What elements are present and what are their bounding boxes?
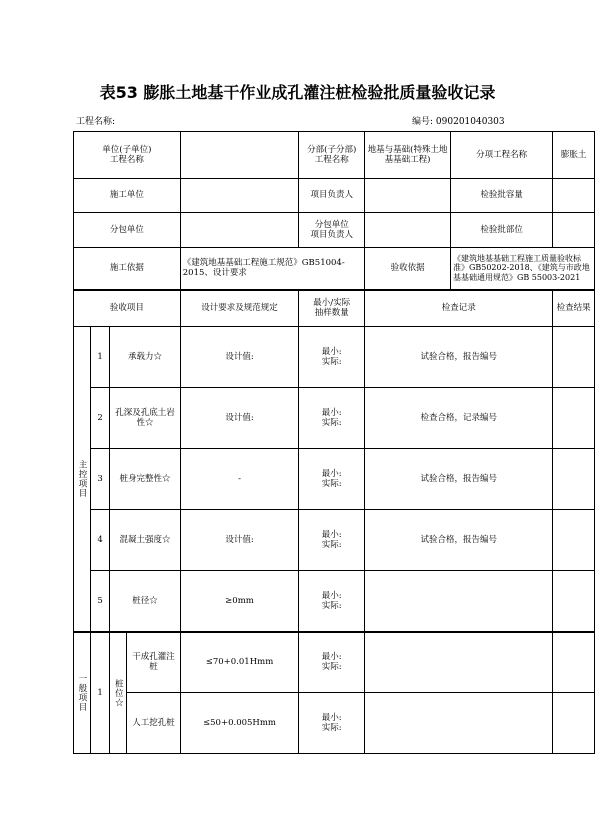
acceptance-basis-label: 验收依据 — [365, 248, 451, 290]
item-sample[interactable]: 最小: 实际: — [299, 327, 365, 388]
item-sample[interactable]: 最小: 实际: — [299, 510, 365, 571]
subunit-label: 分部(子分部) 工程名称 — [299, 132, 365, 179]
item-requirement: 设计值: — [180, 510, 299, 571]
sub-item-name: 人工挖孔桩 — [127, 693, 181, 754]
item-record[interactable] — [365, 693, 553, 754]
item-sample[interactable]: 最小: 实际: — [299, 693, 365, 754]
col-record: 检查记录 — [365, 290, 553, 327]
item-sample[interactable]: 最小: 实际: — [299, 388, 365, 449]
pm-value[interactable] — [365, 179, 451, 213]
item-requirement: ≥0mm — [180, 571, 299, 632]
contractor-value[interactable] — [180, 179, 299, 213]
basis-value: 《建筑地基基础工程施工规范》GB51004-2015、设计要求 — [180, 248, 364, 290]
item-no: 4 — [90, 510, 109, 571]
item-no: 1 — [90, 632, 109, 754]
item-name: 桩身完整性☆ — [110, 449, 180, 510]
sub-item-name: 干成孔灌注桩 — [127, 632, 181, 693]
sub-pm-value[interactable] — [365, 213, 451, 248]
item-requirement: ≤70+0.01Hmm — [180, 632, 299, 693]
col-requirement: 设计要求及规范规定 — [180, 290, 299, 327]
item-requirement: 设计值: — [180, 388, 299, 449]
item-record — [365, 571, 553, 632]
serial-label: 编号: — [412, 117, 434, 127]
item-result[interactable] — [553, 388, 595, 449]
item-sample[interactable]: 最小: 实际: — [299, 449, 365, 510]
table-row — [74, 632, 595, 693]
item-no: 1 — [90, 327, 109, 388]
table-row — [74, 693, 595, 754]
unit-label: 单位(子单位) 工程名称 — [74, 132, 181, 179]
capacity-value[interactable] — [553, 179, 595, 213]
item-result[interactable] — [553, 510, 595, 571]
subcontractor-value[interactable] — [180, 213, 299, 248]
item-no: 2 — [90, 388, 109, 449]
basis-label: 施工依据 — [74, 248, 181, 290]
inspection-form-table — [73, 131, 595, 754]
location-label: 检验批部位 — [450, 213, 552, 248]
table-row — [74, 510, 595, 571]
capacity-label: 检验批容量 — [450, 179, 552, 213]
sub-pm-label: 分包单位 项目负责人 — [299, 213, 365, 248]
main-group-label: 主控项目 — [74, 327, 91, 632]
item-record: 试验合格，报告编号 — [365, 510, 553, 571]
item-requirement: ≤50+0.005Hmm — [180, 693, 299, 754]
subunit-value: 地基与基础(特殊土地基基础工程) — [365, 132, 451, 179]
page-title: 表53 膨胀土地基干作业成孔灌注桩检验批质量验收记录 — [99, 83, 496, 102]
contractor-label: 施工单位 — [74, 179, 181, 213]
subcontractor-label: 分包单位 — [74, 213, 181, 248]
item-result[interactable] — [553, 327, 595, 388]
subitem-label: 分项工程名称 — [450, 132, 552, 179]
location-value[interactable] — [553, 213, 595, 248]
acceptance-basis-value: 《建筑地基基础工程施工质量验收标准》GB50202-2018、《建筑与市政地基基础通用规范》GB 55003-2021 — [450, 248, 594, 290]
item-no: 5 — [90, 571, 109, 632]
unit-value[interactable] — [180, 132, 299, 179]
item-name: 桩位☆ — [110, 632, 127, 754]
table-row — [74, 571, 595, 632]
item-name: 混凝土强度☆ — [110, 510, 180, 571]
col-sample: 最小/实际 抽样数量 — [299, 290, 365, 327]
item-requirement: 设计值: — [180, 327, 299, 388]
item-record[interactable] — [365, 632, 553, 693]
project-name-label: 工程名称: — [76, 117, 116, 127]
item-record: 试验合格，报告编号 — [365, 327, 553, 388]
general-group-label: 一般项目 — [74, 632, 91, 754]
col-item: 验收项目 — [74, 290, 181, 327]
item-no: 3 — [90, 449, 109, 510]
item-name: 桩径☆ — [110, 571, 180, 632]
item-record: 检查合格，记录编号 — [365, 388, 553, 449]
table-row — [74, 388, 595, 449]
pm-label: 项目负责人 — [299, 179, 365, 213]
item-result[interactable] — [553, 693, 595, 754]
table-row — [74, 327, 595, 388]
table-row — [74, 449, 595, 510]
item-name: 承载力☆ — [110, 327, 180, 388]
item-result[interactable] — [553, 632, 595, 693]
item-name: 孔深及孔底土岩性☆ — [110, 388, 180, 449]
col-result: 检查结果 — [553, 290, 595, 327]
item-result[interactable] — [553, 449, 595, 510]
item-record: 试验合格，报告编号 — [365, 449, 553, 510]
item-result[interactable] — [553, 571, 595, 632]
serial-value: 090201040303 — [435, 117, 505, 127]
serial-number — [412, 114, 505, 127]
item-sample[interactable]: 最小: 实际: — [299, 632, 365, 693]
item-sample[interactable]: 最小: 实际: — [299, 571, 365, 632]
subitem-value: 膨胀土 — [553, 132, 595, 179]
item-requirement: - — [180, 449, 299, 510]
